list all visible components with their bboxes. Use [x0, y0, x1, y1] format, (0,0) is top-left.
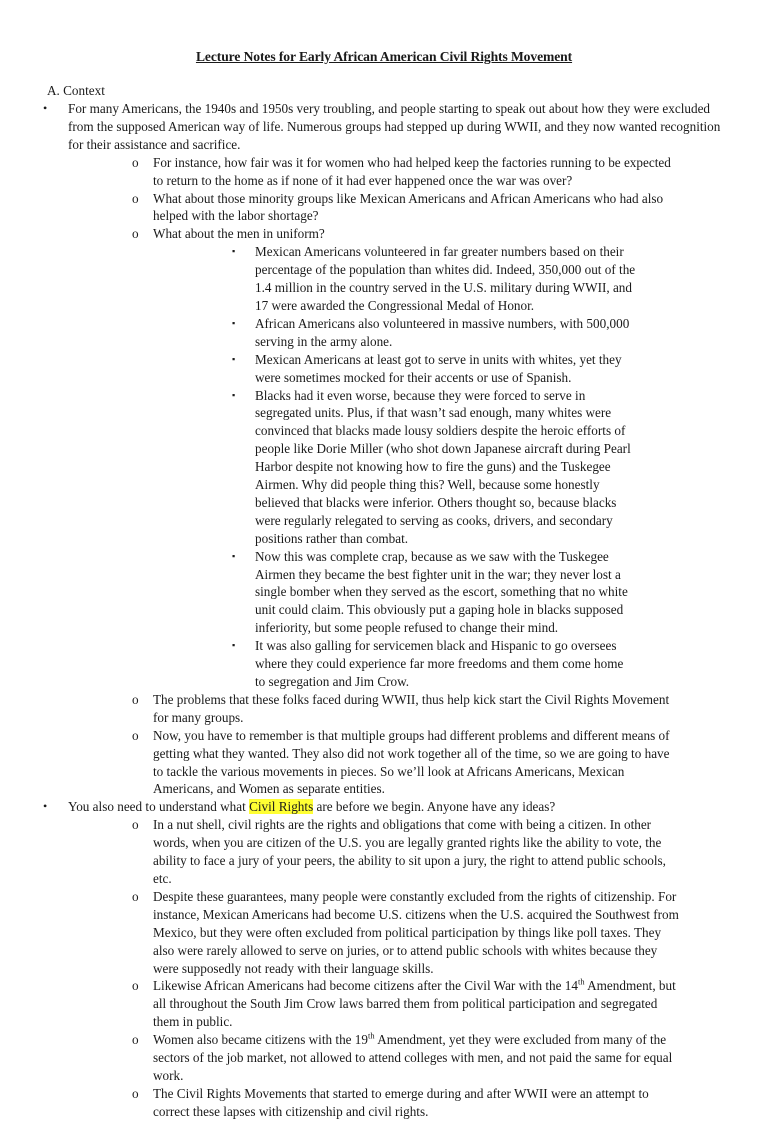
circle-bullet-icon: o — [132, 1032, 139, 1048]
square-bullet-icon: ▪ — [232, 246, 236, 257]
bullet-item — [0, 798, 768, 1120]
bullet-list — [0, 100, 768, 1121]
sub-item-text-before: Likewise African Americans had become citizens after the Civil War with the 14 — [153, 978, 578, 994]
highlighted-term: Civil Rights — [249, 799, 314, 815]
square-bullet-icon: ▪ — [232, 317, 236, 328]
sub-item — [68, 888, 724, 978]
sub-item — [68, 154, 724, 190]
sub-item-text: In a nut shell, civil rights are the rights and obligations that come with being a citizen. In other words, when you are citizen of the U.S. you are legally granted rights like the ability to vote, the ability to face a jury of your peers, the ability to sit upon a jury, the right to attend public schools, etc. — [153, 817, 666, 886]
sub-item — [68, 1085, 724, 1121]
bullet-item — [0, 100, 768, 798]
bullet-text: For many Americans, the 1940s and 1950s very troubling, and people starting to speak out about how they were excluded from the supposed American way of life. Numerous groups had stepped up during WWII, and they now wanted recognition for their assistance and sacrifice. — [68, 101, 721, 152]
square-bullet-icon: ▪ — [232, 389, 236, 400]
circle-bullet-icon: o — [132, 154, 139, 170]
sub-item-text: The problems that these folks faced during WWII, thus help kick start the Civil Rights Movement for many groups. — [153, 691, 670, 725]
sub-sub-item-text: African Americans also volunteered in massive numbers, with 500,000 serving in the army alone. — [255, 315, 630, 349]
sub-item-text: What about those minority groups like Mexican Americans and African Americans who had also helped with the labor shortage? — [153, 190, 664, 224]
sub-sub-item-text: It was also galling for servicemen black and Hispanic to go oversees where they could experience far more freedoms and them come home to segregation and Jim Crow. — [255, 638, 624, 689]
bullet-marker-icon: • — [43, 101, 48, 115]
sub-item-text-after: Amendment, yet they were excluded from many of the sectors of the job market, not allowed to attend colleges with men, and not paid the same for equal work. — [153, 1032, 673, 1083]
sub-item-text-after: Amendment, but all throughout the South Jim Crow laws barred them from political participation and segregated them in public. — [153, 978, 676, 1030]
square-bullet-icon: ▪ — [232, 353, 236, 364]
square-bullet-icon: ▪ — [232, 640, 236, 651]
sub-list — [68, 816, 724, 1120]
section-heading: A. Context — [47, 83, 105, 98]
page-title: Lecture Notes for Early African American Civil Rights Movement — [195, 49, 573, 64]
sub-sub-item-text: Blacks had it even worse, because they were forced to serve in segregated units. Plus, if that wasn’t sad enough, many whites were convinced that blacks made lousy soldiers despite the heroic efforts of people like Dorie Miller (who shot down Japanese aircraft during Pearl Harbor despite not knowing how to fire the guns) and the Tuskegee Airmen. Why did people thing this? Well, because some honestly believed that blacks were inferior. Others thought so, because blacks were regularly relegated to serving as cooks, drivers, and secondary positions rather than combat. — [255, 387, 631, 546]
sub-list — [68, 154, 724, 799]
sub-item — [68, 727, 724, 799]
sub-item-text: For instance, how fair was it for women who had helped keep the factories running to be expected to return to the home as if none of it had ever happened once the war was over? — [153, 154, 671, 188]
circle-bullet-icon: o — [132, 978, 139, 994]
sub-item-text: The Civil Rights Movements that started to emerge during and after WWII were an attempt to correct these lapses with citizenship and civil rights. — [153, 1085, 649, 1119]
circle-bullet-icon: o — [132, 727, 139, 743]
sub-item — [68, 977, 724, 1031]
square-bullet-icon: ▪ — [232, 550, 236, 561]
superscript: th — [368, 1030, 375, 1041]
sub-item — [68, 1031, 724, 1085]
bullet-marker-icon: • — [43, 799, 48, 814]
circle-bullet-icon: o — [132, 190, 139, 206]
sub-item-text-before: Women also became citizens with the 19 — [153, 1032, 368, 1048]
sub-item-text: Now, you have to remember is that multiple groups had different problems and different means of getting what they wanted. They also did not work together all of the time, so we are going to have to tackle the various movements in pieces. So we’ll look at Africans Americans, Mexican Americans, and Women as separate entities. — [153, 727, 670, 797]
sub-sub-item — [153, 548, 680, 638]
sub-sub-list — [153, 243, 680, 691]
sub-sub-item — [153, 387, 680, 548]
sub-sub-item-text: Mexican Americans at least got to serve in units with whites, yet they were sometimes mocked for their accents or use of Spanish. — [255, 351, 622, 385]
circle-bullet-icon: o — [132, 226, 139, 242]
sub-item-text: What about the men in uniform? — [153, 226, 325, 242]
sub-sub-item — [153, 243, 680, 315]
sub-item — [68, 190, 724, 226]
bullet-text-after: are before we begin. Anyone have any ideas? — [313, 799, 556, 815]
circle-bullet-icon: o — [132, 888, 139, 904]
sub-sub-item — [153, 315, 680, 351]
sub-sub-item — [153, 637, 680, 691]
sub-sub-item — [153, 351, 680, 387]
sub-item — [68, 225, 724, 691]
circle-bullet-icon: o — [132, 1085, 139, 1101]
circle-bullet-icon: o — [132, 691, 139, 707]
sub-sub-item-text: Mexican Americans volunteered in far greater numbers based on their percentage of the population than whites did. Indeed, 350,000 out of the 1.4 million in the country served in the U.S. military during WWII, and 17 were awarded the Congressional Medal of Honor. — [255, 244, 636, 313]
sub-item — [68, 691, 724, 727]
superscript: th — [577, 977, 585, 988]
sub-item-text: Despite these guarantees, many people were constantly excluded from the rights of citizenship. For instance, Mexican Americans had become U.S. citizens when the U.S. acquired the Southwest from Mexico, but they were often excluded from political participation by things like poll taxes. They also were rarely allowed to serve on juries, or to attend public schools with whites because they were supposedly not ready with their language skills. — [153, 888, 679, 976]
sub-item — [68, 816, 724, 888]
sub-sub-item-text: Now this was complete crap, because as we saw with the Tuskegee Airmen they became the best fighter unit in the war; they never lost a single bomber when they served as the escort, something that no white unit could claim. This obviously put a gaping hole in blacks supposed inferiority, but some people refused to change their mind. — [255, 548, 628, 636]
circle-bullet-icon: o — [132, 817, 139, 833]
bullet-text-before: You also need to understand what — [68, 799, 250, 815]
